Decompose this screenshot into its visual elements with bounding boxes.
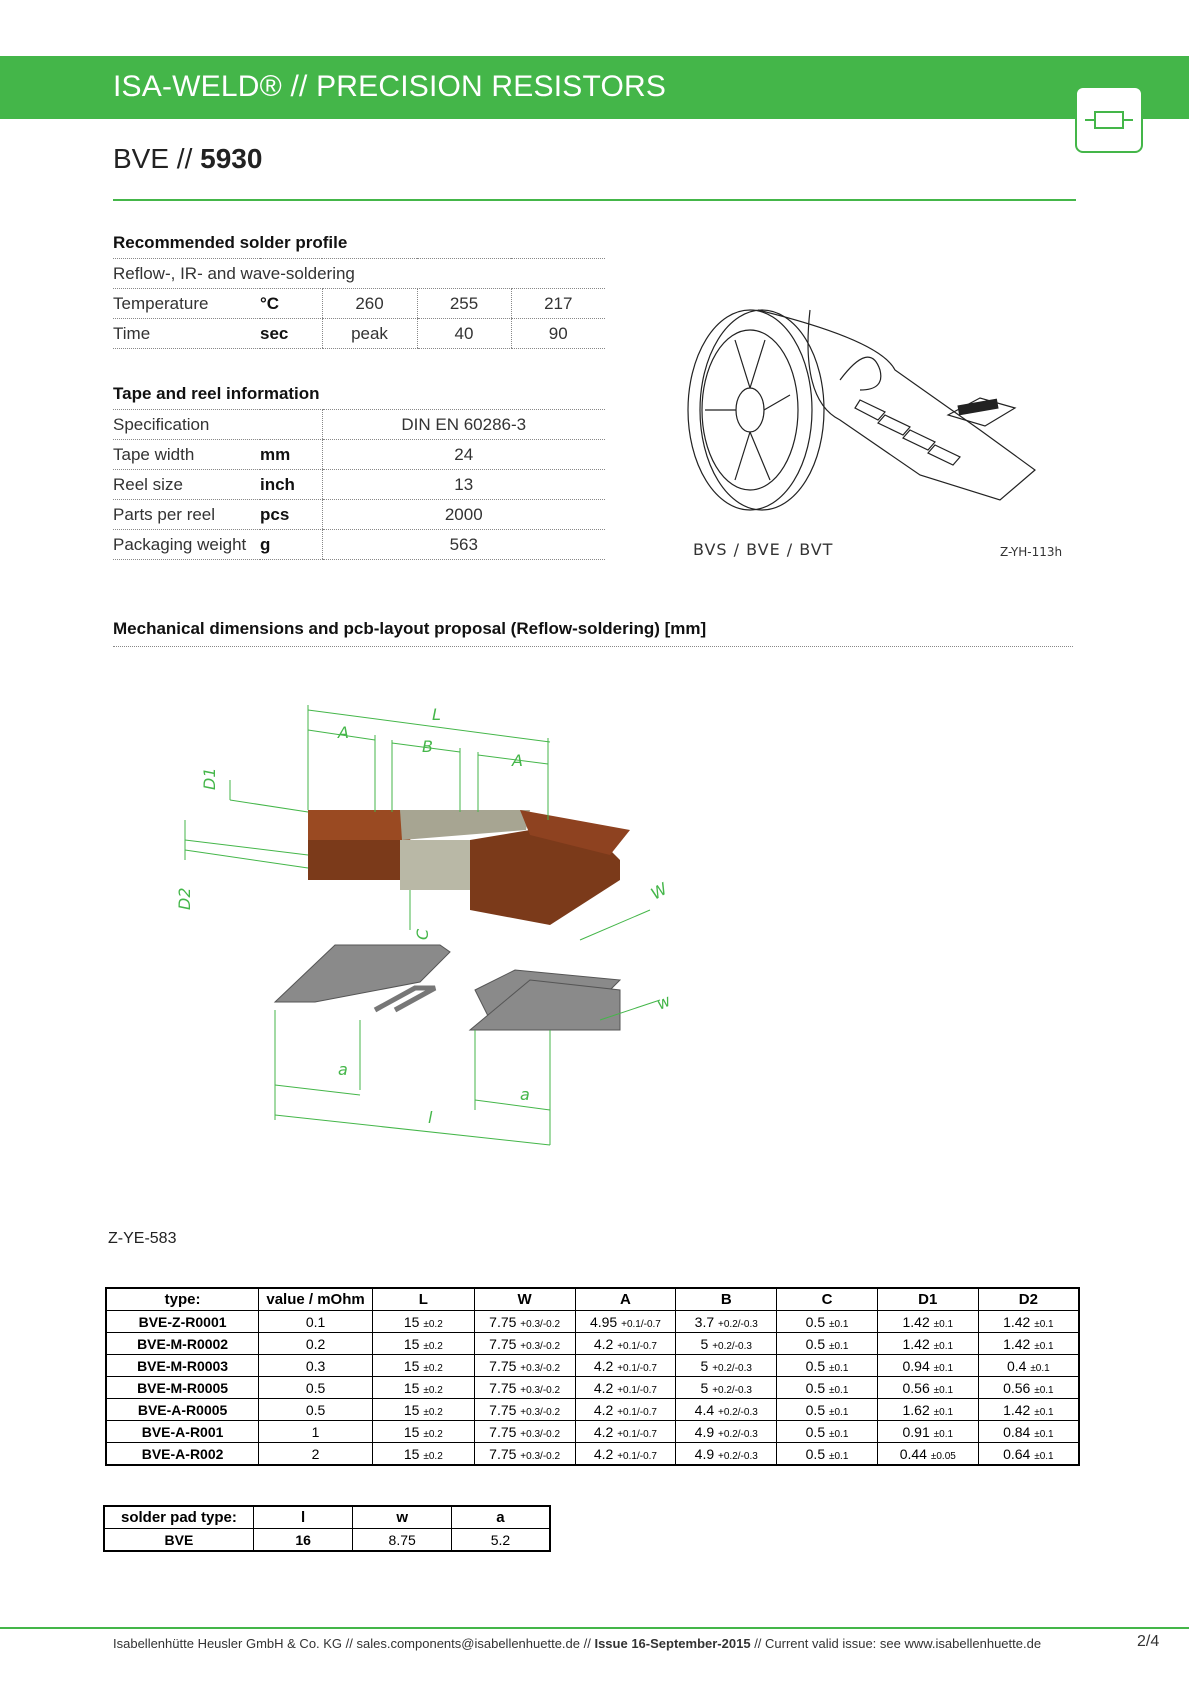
- table-row: [106, 1355, 1079, 1377]
- cell-w: [474, 1421, 575, 1443]
- dimensions-body: [106, 1311, 1079, 1466]
- cell-nominal: 15: [403, 1401, 420, 1418]
- cell-a: [575, 1355, 676, 1377]
- resistance-element-front: [400, 840, 470, 890]
- cell-d2: [978, 1377, 1079, 1399]
- cell: 90: [511, 319, 605, 349]
- cell-d2: [978, 1333, 1079, 1355]
- cell-nominal: 1.42: [1003, 1313, 1031, 1330]
- row-unit: °C: [260, 289, 322, 319]
- cell-nominal: 4.9: [694, 1445, 715, 1462]
- cell-tolerance: ±0.2: [423, 1406, 443, 1418]
- footer-divider: [0, 1627, 1189, 1629]
- cell-type: BVE-M-R0005: [106, 1377, 259, 1399]
- cell-tolerance: +0.2/-0.3: [718, 1406, 758, 1418]
- cell-type: BVE-M-R0003: [106, 1355, 259, 1377]
- cell-w: [474, 1377, 575, 1399]
- row-unit: g: [260, 530, 322, 560]
- cell-tolerance: +0.2/-0.3: [718, 1450, 758, 1462]
- row-label: Packaging weight: [113, 530, 260, 560]
- cell-c: [777, 1399, 878, 1421]
- cell-tolerance: +0.2/-0.3: [712, 1340, 752, 1352]
- table-row: [106, 1399, 1079, 1421]
- cell-nominal: 7.75: [489, 1445, 517, 1462]
- cell-tolerance: ±0.1: [1030, 1362, 1050, 1374]
- cell-b: [676, 1377, 777, 1399]
- cell-tolerance: +0.3/-0.2: [520, 1318, 561, 1330]
- cell-tolerance: ±0.1: [933, 1340, 954, 1352]
- cell-tolerance: ±0.1: [829, 1362, 849, 1374]
- cell-tolerance: ±0.1: [933, 1428, 954, 1440]
- cell-c: [777, 1355, 878, 1377]
- cell-nominal: 7.75: [489, 1335, 517, 1352]
- cell-d1: [877, 1333, 978, 1355]
- cell-nominal: 0.56: [1003, 1379, 1031, 1396]
- dim-W: W: [647, 879, 671, 904]
- cell-b: [676, 1333, 777, 1355]
- cell-l: [372, 1421, 474, 1443]
- cell-tolerance: ±0.1: [829, 1340, 849, 1352]
- cell-tolerance: ±0.1: [1034, 1384, 1054, 1396]
- divider: [113, 646, 1073, 647]
- divider: [113, 199, 1076, 201]
- cell-nominal: 0.5: [805, 1357, 826, 1374]
- cell-tolerance: +0.1/-0.7: [617, 1384, 657, 1396]
- cell: 13: [322, 470, 605, 500]
- cell-d2: [978, 1421, 1079, 1443]
- cell-tolerance: +0.1/-0.7: [617, 1340, 657, 1352]
- cell-c: [777, 1311, 878, 1333]
- cell: DIN EN 60286-3: [322, 410, 605, 440]
- cell-nominal: 0.5: [805, 1313, 826, 1330]
- resistor-icon: [1075, 86, 1143, 153]
- cell-nominal: 4.95: [589, 1313, 618, 1330]
- cell-value: 0.2: [259, 1333, 373, 1355]
- cell-l: [372, 1377, 474, 1399]
- cell-tolerance: +0.2/-0.3: [712, 1384, 752, 1396]
- cell-nominal: 0.44: [899, 1445, 927, 1462]
- cell-tolerance: ±0.1: [829, 1384, 849, 1396]
- cell-tolerance: ±0.1: [1034, 1406, 1054, 1418]
- cell-l: [372, 1399, 474, 1421]
- cell-value: 0.3: [259, 1355, 373, 1377]
- cell-nominal: 4.2: [593, 1379, 614, 1396]
- cell-tolerance: +0.3/-0.2: [520, 1428, 561, 1440]
- cell-tolerance: ±0.2: [423, 1428, 443, 1440]
- row-label: Specification: [113, 410, 260, 440]
- dim-C: C: [413, 928, 432, 940]
- cell-a: [575, 1333, 676, 1355]
- cell: 255: [417, 289, 511, 319]
- dim-B: B: [422, 737, 433, 756]
- footer-issue: Issue 16-September-2015: [594, 1636, 751, 1651]
- cell-nominal: 0.56: [902, 1379, 930, 1396]
- cell-tolerance: ±0.2: [423, 1362, 443, 1374]
- cell: 563: [322, 530, 605, 560]
- row-unit: pcs: [260, 500, 322, 530]
- cell-nominal: 15: [403, 1313, 420, 1330]
- col-header: l: [253, 1506, 353, 1529]
- cell-nominal: 0.5: [805, 1401, 826, 1418]
- cell-nominal: 0.91: [902, 1423, 930, 1440]
- solder-subtitle: Reflow-, IR- and wave-soldering: [113, 259, 605, 289]
- cell-nominal: 0.64: [1003, 1445, 1031, 1462]
- cell-tolerance: ±0.1: [829, 1318, 849, 1330]
- cell-d2: [978, 1355, 1079, 1377]
- solder-profile-table: [113, 258, 605, 349]
- reel-figure-code: Z-YH-113h: [1000, 545, 1063, 559]
- cell-nominal: 7.75: [489, 1379, 517, 1396]
- cell: 24: [322, 440, 605, 470]
- cell-d1: [877, 1311, 978, 1333]
- col-header: type:: [106, 1288, 259, 1311]
- cell-nominal: 0.84: [1003, 1423, 1031, 1440]
- cell-nominal: 15: [403, 1445, 420, 1462]
- table-row: [113, 440, 605, 470]
- row-label: Temperature: [113, 289, 260, 319]
- cell-nominal: 15: [403, 1335, 420, 1352]
- cell-d2: [978, 1311, 1079, 1333]
- cell-nominal: 5: [700, 1357, 709, 1374]
- cell-tolerance: ±0.05: [930, 1450, 956, 1462]
- table-row: [113, 259, 605, 289]
- cell-b: [676, 1355, 777, 1377]
- cell-tolerance: +0.3/-0.2: [520, 1362, 561, 1374]
- cell: 217: [511, 289, 605, 319]
- cell-w: [474, 1333, 575, 1355]
- cell-tolerance: +0.2/-0.3: [718, 1318, 758, 1330]
- col-header: L: [372, 1288, 474, 1311]
- cell-nominal: 7.75: [489, 1313, 517, 1330]
- table-header-row: [106, 1288, 1079, 1311]
- cell-value: 0.5: [259, 1377, 373, 1399]
- table-row: [106, 1333, 1079, 1355]
- col-header: solder pad type:: [104, 1506, 253, 1529]
- cell-tolerance: +0.1/-0.7: [617, 1406, 657, 1418]
- cell-tolerance: ±0.1: [1034, 1318, 1054, 1330]
- product-heading: [113, 143, 262, 175]
- row-label: Time: [113, 319, 260, 349]
- solder-pad-table: [103, 1505, 551, 1552]
- table-row: [113, 530, 605, 560]
- cell-nominal: 15: [403, 1423, 420, 1440]
- cell-d1: [877, 1399, 978, 1421]
- cell-tolerance: ±0.1: [829, 1406, 849, 1418]
- cell-tolerance: +0.3/-0.2: [520, 1450, 561, 1462]
- tape-reel-title: Tape and reel information: [113, 384, 320, 403]
- cell-nominal: 7.75: [489, 1357, 517, 1374]
- cell-tolerance: +0.2/-0.3: [712, 1362, 752, 1374]
- cell-d1: [877, 1421, 978, 1443]
- row-unit: [260, 410, 322, 440]
- drawing-code: Z-YE-583: [108, 1230, 177, 1247]
- cell-nominal: 1.62: [902, 1401, 930, 1418]
- cell-nominal: 4.2: [593, 1401, 614, 1418]
- pad-w: 8.75: [353, 1529, 452, 1552]
- cell-tolerance: ±0.1: [933, 1362, 954, 1374]
- dim-D1: D1: [200, 767, 219, 790]
- cell-c: [777, 1377, 878, 1399]
- table-row: [106, 1443, 1079, 1466]
- cell-d1: [877, 1355, 978, 1377]
- dim-L: L: [432, 705, 441, 724]
- dim-w: w: [653, 990, 674, 1014]
- row-label: Tape width: [113, 440, 260, 470]
- cell-nominal: 4.2: [593, 1423, 614, 1440]
- cell-d2: [978, 1399, 1079, 1421]
- cell-tolerance: ±0.1: [829, 1428, 849, 1440]
- cell-nominal: 4.2: [593, 1357, 614, 1374]
- footer-current: // Current valid issue: see www.isabellenhuette.de: [754, 1636, 1042, 1651]
- cell-nominal: 1.42: [1003, 1335, 1031, 1352]
- col-header: D1: [877, 1288, 978, 1311]
- cell-w: [474, 1311, 575, 1333]
- footer-text: [113, 1636, 1041, 1651]
- cell: 40: [417, 319, 511, 349]
- table-row: [113, 319, 605, 349]
- cell-value: 2: [259, 1443, 373, 1466]
- mechanical-drawing: [170, 690, 720, 1160]
- cell-nominal: 7.75: [489, 1401, 517, 1418]
- col-header: w: [353, 1506, 452, 1529]
- row-unit: sec: [260, 319, 322, 349]
- cell-tolerance: ±0.1: [1034, 1340, 1054, 1352]
- dim-l: l: [428, 1108, 433, 1127]
- cell: peak: [322, 319, 417, 349]
- col-header: C: [777, 1288, 878, 1311]
- table-row: [113, 470, 605, 500]
- cell-b: [676, 1311, 777, 1333]
- cell: 260: [322, 289, 417, 319]
- dim-a-right: a: [520, 1085, 530, 1104]
- cell-value: 0.5: [259, 1399, 373, 1421]
- col-header: value / mOhm: [259, 1288, 373, 1311]
- cell-nominal: 0.5: [805, 1445, 826, 1462]
- cell-w: [474, 1355, 575, 1377]
- cell-value: 1: [259, 1421, 373, 1443]
- cell-tolerance: +0.1/-0.7: [617, 1362, 657, 1374]
- row-unit: mm: [260, 440, 322, 470]
- cell-tolerance: +0.3/-0.2: [520, 1384, 561, 1396]
- product-number: 5930: [200, 143, 263, 174]
- table-row: [106, 1311, 1079, 1333]
- footer-company: Isabellenhütte Heusler GmbH & Co. KG // sales.components@isabellenhuette.de //: [113, 1636, 591, 1651]
- cell-b: [676, 1443, 777, 1466]
- cell-tolerance: +0.1/-0.7: [617, 1428, 657, 1440]
- page-number: 2/4: [1137, 1633, 1160, 1650]
- sense-trace: [375, 988, 435, 1010]
- cell-b: [676, 1399, 777, 1421]
- cell-nominal: 3.7: [694, 1313, 715, 1330]
- cell-tolerance: ±0.1: [933, 1318, 954, 1330]
- cell-l: [372, 1355, 474, 1377]
- cell-nominal: 1.42: [902, 1335, 930, 1352]
- dim-A-right: A: [512, 751, 523, 770]
- cell-tolerance: ±0.1: [1034, 1428, 1054, 1440]
- cell-d1: [877, 1377, 978, 1399]
- cell-nominal: 5: [700, 1335, 709, 1352]
- cell-nominal: 0.5: [805, 1335, 826, 1352]
- cell-tolerance: +0.1/-0.7: [621, 1318, 661, 1330]
- table-row: [113, 289, 605, 319]
- row-label: Reel size: [113, 470, 260, 500]
- cell-a: [575, 1399, 676, 1421]
- cell-nominal: 4.9: [694, 1423, 715, 1440]
- solder-profile-title: Recommended solder profile: [113, 233, 348, 252]
- cell-type: BVE-A-R001: [106, 1421, 259, 1443]
- cell: 2000: [322, 500, 605, 530]
- cell-value: 0.1: [259, 1311, 373, 1333]
- cell-l: [372, 1311, 474, 1333]
- page-title: ISA-WELD® // PRECISION RESISTORS: [113, 70, 667, 103]
- cell-tolerance: ±0.1: [933, 1384, 954, 1396]
- product-prefix: BVE //: [113, 143, 193, 174]
- row-unit: inch: [260, 470, 322, 500]
- cell-nominal: 4.2: [593, 1335, 614, 1352]
- table-row: [113, 410, 605, 440]
- cell-a: [575, 1443, 676, 1466]
- table-row: [104, 1529, 550, 1552]
- row-label: Parts per reel: [113, 500, 260, 530]
- cell-type: BVE-A-R0005: [106, 1399, 259, 1421]
- col-header: B: [676, 1288, 777, 1311]
- col-header: A: [575, 1288, 676, 1311]
- cell-nominal: 4.4: [694, 1401, 715, 1418]
- cell-nominal: 4.2: [593, 1445, 614, 1462]
- cell-tolerance: ±0.1: [933, 1406, 954, 1418]
- dim-A-left: A: [338, 723, 349, 742]
- cell-l: [372, 1333, 474, 1355]
- cell-tolerance: ±0.1: [1034, 1450, 1054, 1462]
- cell-tolerance: ±0.2: [423, 1384, 443, 1396]
- col-header: W: [474, 1288, 575, 1311]
- cell-nominal: 0.5: [805, 1423, 826, 1440]
- col-header: D2: [978, 1288, 1079, 1311]
- table-row: [106, 1377, 1079, 1399]
- cell-nominal: 7.75: [489, 1423, 517, 1440]
- cell-b: [676, 1421, 777, 1443]
- cell-a: [575, 1377, 676, 1399]
- cell-tolerance: +0.3/-0.2: [520, 1406, 561, 1418]
- cell-a: [575, 1421, 676, 1443]
- pad-l: 16: [253, 1529, 353, 1552]
- table-row: [106, 1421, 1079, 1443]
- cell-nominal: 0.4: [1006, 1357, 1027, 1374]
- cell-c: [777, 1421, 878, 1443]
- cell-tolerance: ±0.2: [423, 1450, 443, 1462]
- cell-tolerance: +0.3/-0.2: [520, 1340, 561, 1352]
- reel-caption: BVS / BVE / BVT: [693, 540, 834, 559]
- cell-nominal: 1.42: [1003, 1401, 1031, 1418]
- dimensions-table: [105, 1287, 1080, 1466]
- cell-nominal: 0.94: [902, 1357, 930, 1374]
- cell-nominal: 1.42: [902, 1313, 930, 1330]
- table-header-row: [104, 1506, 550, 1529]
- cell-tolerance: ±0.2: [423, 1340, 443, 1352]
- cell-d1: [877, 1443, 978, 1466]
- pad-a: 5.2: [451, 1529, 550, 1552]
- cell-tolerance: +0.2/-0.3: [718, 1428, 758, 1440]
- dim-D2: D2: [175, 887, 194, 910]
- dim-a-left: a: [338, 1060, 348, 1079]
- cell-tolerance: ±0.2: [423, 1318, 443, 1330]
- reel-illustration: [680, 300, 1080, 560]
- cell-w: [474, 1443, 575, 1466]
- cell-nominal: 5: [700, 1379, 709, 1396]
- cell-d2: [978, 1443, 1079, 1466]
- pad-type: BVE: [104, 1529, 253, 1552]
- cell-c: [777, 1333, 878, 1355]
- mechanical-title: Mechanical dimensions and pcb-layout proposal (Reflow-soldering) [mm]: [113, 619, 707, 638]
- cell-nominal: 0.5: [805, 1379, 826, 1396]
- cell-type: BVE-A-R002: [106, 1443, 259, 1466]
- cell-nominal: 15: [403, 1379, 420, 1396]
- cell-c: [777, 1443, 878, 1466]
- cell-l: [372, 1443, 474, 1466]
- tape-reel-table: [113, 409, 605, 560]
- table-row: [113, 500, 605, 530]
- cell-a: [575, 1311, 676, 1333]
- cell-type: BVE-Z-R0001: [106, 1311, 259, 1333]
- cell-type: BVE-M-R0002: [106, 1333, 259, 1355]
- cell-tolerance: ±0.1: [829, 1450, 849, 1462]
- col-header: a: [451, 1506, 550, 1529]
- cell-w: [474, 1399, 575, 1421]
- cell-tolerance: +0.1/-0.7: [617, 1450, 657, 1462]
- cell-nominal: 15: [403, 1357, 420, 1374]
